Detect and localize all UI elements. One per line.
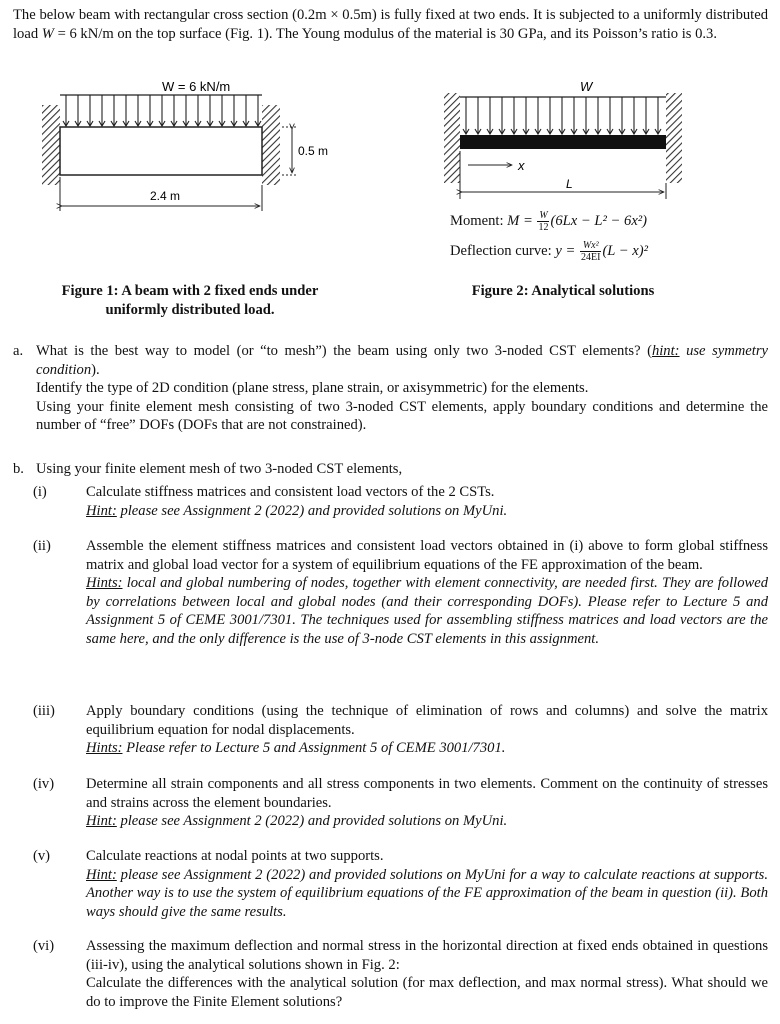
item-ii-label: (ii) <box>33 538 51 554</box>
deflection-lhs: y = <box>555 242 579 259</box>
item-ii-text: Assemble the element stiffness matrices and consistent load vectors obtained in (i) above to form global stiffness matrix and global load vector for a system of equilibrium equations of the FE approximation of the beam. <box>86 538 768 573</box>
figure-2-caption-text: Figure 2: Analytical solutions <box>471 283 655 299</box>
part-a-text-1-end: ). <box>91 361 100 378</box>
part-a-text-1: What is the best way to model (or “to mesh”) the beam using only two 3-noded CST elements? ( <box>36 343 652 359</box>
beam-bar <box>460 135 666 149</box>
part-a-body <box>36 342 768 435</box>
part-b-item-ii <box>33 537 768 649</box>
part-a <box>13 342 768 435</box>
item-v-hint <box>86 866 768 922</box>
item-i-hint <box>86 502 768 521</box>
part-b <box>13 460 768 479</box>
intro-paragraph <box>13 6 768 43</box>
deflection-denominator: 24EI <box>580 252 601 263</box>
item-v-text: Calculate reactions at nodal points at two supports. <box>86 848 384 864</box>
part-a-hint-label: hint: <box>651 343 680 359</box>
right-fixed-support-2 <box>666 93 682 183</box>
intro-text-1: The below beam with rectangular cross section (0.2m × 0.5m) is fully fixed at two ends. It is subjected to a uniformly distributed load <box>13 7 768 42</box>
item-v-hint-label: Hint: <box>86 866 117 883</box>
item-i-hint-text: please see Assignment 2 (2022) and provided solutions on MyUni. <box>116 502 508 519</box>
item-iii-hint-text: Please refer to Lecture 5 and Assignment 5 of CEME 3001/7301. <box>122 740 506 757</box>
item-i-hint-label: Hint: <box>86 502 117 519</box>
part-a-question-3: Using your finite element mesh consisting of two 3-noded CST elements, apply boundary conditions and determine the number of “free” DOFs (DOFs that are not constrained). <box>36 398 768 434</box>
distributed-load-arrows-2 <box>463 97 661 134</box>
item-iv-hint <box>86 812 768 831</box>
part-b-item-i <box>33 483 768 520</box>
deflection-formula <box>450 240 648 263</box>
item-vi-label: (vi) <box>33 938 55 954</box>
height-dimension <box>282 127 296 175</box>
deflection-label: Deflection curve: <box>450 242 556 259</box>
item-vi-text: Assessing the maximum deflection and normal stress in the horizontal direction at fixed ends obtained in questions (iii-iv), using the analytical solutions shown in Fig. 2: <box>86 938 768 973</box>
item-ii-hint-label: Hints: <box>86 575 123 592</box>
figure-1 <box>30 75 350 221</box>
moment-numerator: W <box>539 210 548 221</box>
part-b-label: b. <box>13 461 24 477</box>
figure-1-drawing <box>30 75 350 215</box>
moment-rhs: (6Lx − L² − 6x²) <box>550 212 648 229</box>
beam-rectangle <box>60 127 262 175</box>
figure-1-caption-line-1: Figure 1: A beam with 2 fixed ends under <box>61 283 319 299</box>
item-v-hint-text: please see Assignment 2 (2022) and provided solutions on MyUni for a way to calculate reactions at supports. Another way is to use the system of equilibrium equations of the FE approximation of the beam in question (ii). Both ways should give the same results. <box>86 866 768 920</box>
figure-1-caption-line-2: uniformly distributed load. <box>105 302 275 318</box>
x-label: x <box>518 158 525 173</box>
part-a-question-2: Identify the type of 2D condition (plane stress, plane strain, or axisymmetric) for the elements. <box>36 380 589 397</box>
part-b-item-iv <box>33 775 768 831</box>
moment-denominator: 12 <box>538 222 549 233</box>
deflection-numerator: Wx² <box>580 240 601 252</box>
part-a-hint-text: use symmetry condition <box>36 343 768 378</box>
deflection-rhs: (L − x)² <box>602 242 649 259</box>
item-iii-text: Apply boundary conditions (using the technique of elimination of rows and columns) and solve the matrix equilibrium equation for nodal displacements. <box>86 703 768 738</box>
figure-2-caption <box>438 282 688 301</box>
item-iv-label: (iv) <box>33 776 55 792</box>
item-iii-hint-label: Hints: <box>86 740 123 757</box>
right-fixed-support <box>262 105 280 185</box>
item-ii-hint-text: local and global numbering of nodes, together with element connectivity, are needed first. They are followed by correlations between local and global nodes (and their corresponding DOFs). Please refer to Lecture 5 and Assignment 5 of CEME 3001/7301. The techniques used for assembling stiffness matrices and load vectors are the same here, and the only difference is the use of 3-node CST elements in this assignment. <box>86 575 768 647</box>
intro-text-2: = 6 kN/m on the top surface (Fig. 1). The Young modulus of the material is 30 GPa, and its Poisson’s ratio is 0.3. <box>53 25 717 42</box>
figure-2 <box>438 75 698 206</box>
item-iv-hint-text: please see Assignment 2 (2022) and provided solutions on MyUni. <box>116 813 508 830</box>
left-fixed-support <box>42 105 60 185</box>
part-b-intro: Using your finite element mesh of two 3-noded CST elements, <box>36 461 403 477</box>
item-i-label: (i) <box>33 484 47 500</box>
deflection-fraction <box>580 240 601 263</box>
height-label: 0.5 m <box>298 144 329 158</box>
part-a-label: a. <box>13 343 24 359</box>
load-label-2: W <box>580 79 593 94</box>
item-vi-text-2: Calculate the differences with the analytical solution (for max deflection, and max normal stress). What should we do to improve the Finite Element solutions? <box>86 975 768 1010</box>
part-b-item-vi <box>33 937 768 1011</box>
moment-lhs: M = <box>507 212 537 229</box>
part-a-question-1 <box>36 342 768 379</box>
part-b-item-iii <box>33 702 768 758</box>
moment-fraction <box>537 210 549 233</box>
moment-label: Moment: <box>450 212 508 229</box>
item-v-label: (v) <box>33 848 51 864</box>
figure-1-caption <box>30 282 350 320</box>
figure-2-drawing <box>438 75 698 200</box>
item-iii-label: (iii) <box>33 703 55 719</box>
part-b-item-v <box>33 847 768 921</box>
load-label: W = 6 kN/m <box>162 79 231 94</box>
length-label-2: L <box>566 177 573 191</box>
moment-formula <box>450 210 647 233</box>
item-i-text: Calculate stiffness matrices and consistent load vectors of the 2 CSTs. <box>86 484 495 500</box>
item-iv-text: Determine all strain components and all stress components in two elements. Comment on the continuity of stresses and strains across the element boundaries. <box>86 776 768 811</box>
length-label: 2.4 m <box>150 189 181 203</box>
intro-w-symbol: W <box>41 25 54 42</box>
distributed-load-arrows <box>63 95 261 126</box>
item-ii-hint <box>86 574 768 648</box>
item-iv-hint-label: Hint: <box>86 813 117 830</box>
item-iii-hint <box>86 739 768 758</box>
left-fixed-support-2 <box>444 93 460 183</box>
